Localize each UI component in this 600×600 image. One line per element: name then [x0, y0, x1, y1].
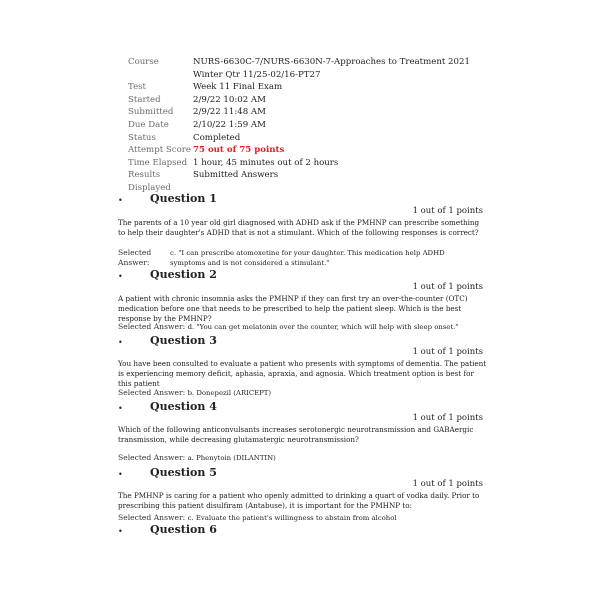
question-text: Which of the following anticonvulsants increases serotonergic neurotransmission and GABAergic transmission, while decreasing glutamatergic neurotransmission?: [118, 425, 474, 444]
question-text: The parents of a 10 year old girl diagnosed with ADHD ask if the PMHNP can prescribe something to help their daughter's ADHD that is not a stimulant. Which of the following responses is correct?: [118, 218, 480, 237]
question-title: Question 2: [150, 268, 217, 281]
selected-answer: [118, 513, 397, 523]
question-title: Question 3: [150, 334, 217, 347]
selected-answer-label: Selected Answer:: [118, 388, 186, 397]
summary-value: NURS-6630C-7/NURS-6630N-7-Approaches to Treatment 2021 Winter Qtr 11/25-02/16-PT27: [193, 57, 470, 80]
selected-answer: [118, 322, 459, 332]
summary-row-attempt-score: [128, 144, 483, 157]
question-text: The PMHNP is caring for a patient who openly admitted to drinking a quart of vodka daily. Prior to prescribing this patient disulfiram (Antabuse), it is important for the PMHNP to:: [118, 491, 480, 510]
selected-answer: [118, 388, 271, 398]
selected-answer-text: c. "I can prescribe atomoxetine for your daughter. This medication help ADHD symptoms and is not considered a stimulant.": [170, 249, 445, 267]
selected-answer-label: Selected Answer:: [118, 453, 186, 462]
bullet-icon: •: [118, 404, 123, 413]
question-title: Question 1: [150, 192, 217, 205]
attempt-summary: [128, 56, 483, 195]
summary-value: 2/9/22 10:02 AM: [193, 94, 266, 105]
question-title: Question 6: [150, 523, 217, 536]
summary-label: Started: [128, 94, 161, 105]
summary-row-results-displayed: [128, 169, 483, 194]
selected-answer-text: d. "You can get melatonin over the counter, which will help with sleep onset.": [187, 323, 459, 331]
question-points: 1 out of 1 points: [412, 479, 483, 489]
question-points: 1 out of 1 points: [412, 347, 483, 357]
summary-label: Test: [128, 82, 147, 93]
summary-label: Results Displayed: [128, 170, 171, 193]
bullet-icon: •: [118, 196, 123, 205]
summary-row-course: [128, 56, 483, 81]
summary-row-submitted: [128, 106, 483, 119]
summary-value: 2/10/22 1:59 AM: [193, 119, 266, 130]
selected-answer-text: a. Phenytoin (DILANTIN): [187, 454, 276, 462]
summary-value: Completed: [193, 132, 241, 143]
question-points: 1 out of 1 points: [412, 206, 483, 216]
question-title: Question 4: [150, 400, 217, 413]
summary-row-due-date: [128, 119, 483, 132]
selected-answer-text: b. Donepezil (ARICEPT): [187, 389, 272, 397]
summary-value: 2/9/22 11:48 AM: [193, 107, 266, 118]
summary-row-time-elapsed: [128, 157, 483, 170]
question-text: A patient with chronic insomnia asks the PMHNP if they can first try an over-the-counter (OTC) medication before one that needs to be prescribed to help the patient sleep. Which is the best response by the PMHNP?: [118, 294, 468, 323]
summary-value: 1 hour, 45 minutes out of 2 hours: [193, 157, 339, 168]
summary-label: Time Elapsed: [128, 157, 188, 168]
summary-label: Course: [128, 57, 159, 67]
attempt-score-value: 75 out of 75 points: [193, 145, 285, 156]
bullet-icon: •: [118, 338, 123, 347]
selected-answer: [118, 453, 276, 463]
selected-answer-label: Selected Answer:: [118, 248, 152, 267]
summary-row-test: [128, 81, 483, 94]
bullet-icon: •: [118, 272, 123, 281]
bullet-icon: •: [118, 527, 123, 536]
summary-row-started: [128, 94, 483, 107]
question-points: 1 out of 1 points: [412, 282, 483, 292]
summary-label: Status: [128, 132, 156, 143]
summary-value: Week 11 Final Exam: [193, 82, 283, 93]
question-title: Question 5: [150, 466, 217, 479]
selected-answer-label: Selected Answer:: [118, 322, 186, 331]
bullet-icon: •: [118, 470, 123, 479]
question-text: You have been consulted to evaluate a patient who presents with symptoms of dementia. The patient is experiencing memory deficit, aphasia, apraxia, and agnosia. Which treatment option is best for this patient: [118, 359, 487, 388]
summary-value: Submitted Answers: [193, 170, 279, 181]
selected-answer: [118, 248, 470, 268]
summary-row-status: [128, 132, 483, 145]
summary-label: Attempt Score: [128, 145, 191, 156]
question-points: 1 out of 1 points: [412, 413, 483, 423]
summary-label: Submitted: [128, 107, 174, 118]
summary-label: Due Date: [128, 119, 169, 130]
selected-answer-text: c. Evaluate the patient's willingness to abstain from alcohol: [187, 514, 397, 522]
selected-answer-label: Selected Answer:: [118, 513, 186, 522]
